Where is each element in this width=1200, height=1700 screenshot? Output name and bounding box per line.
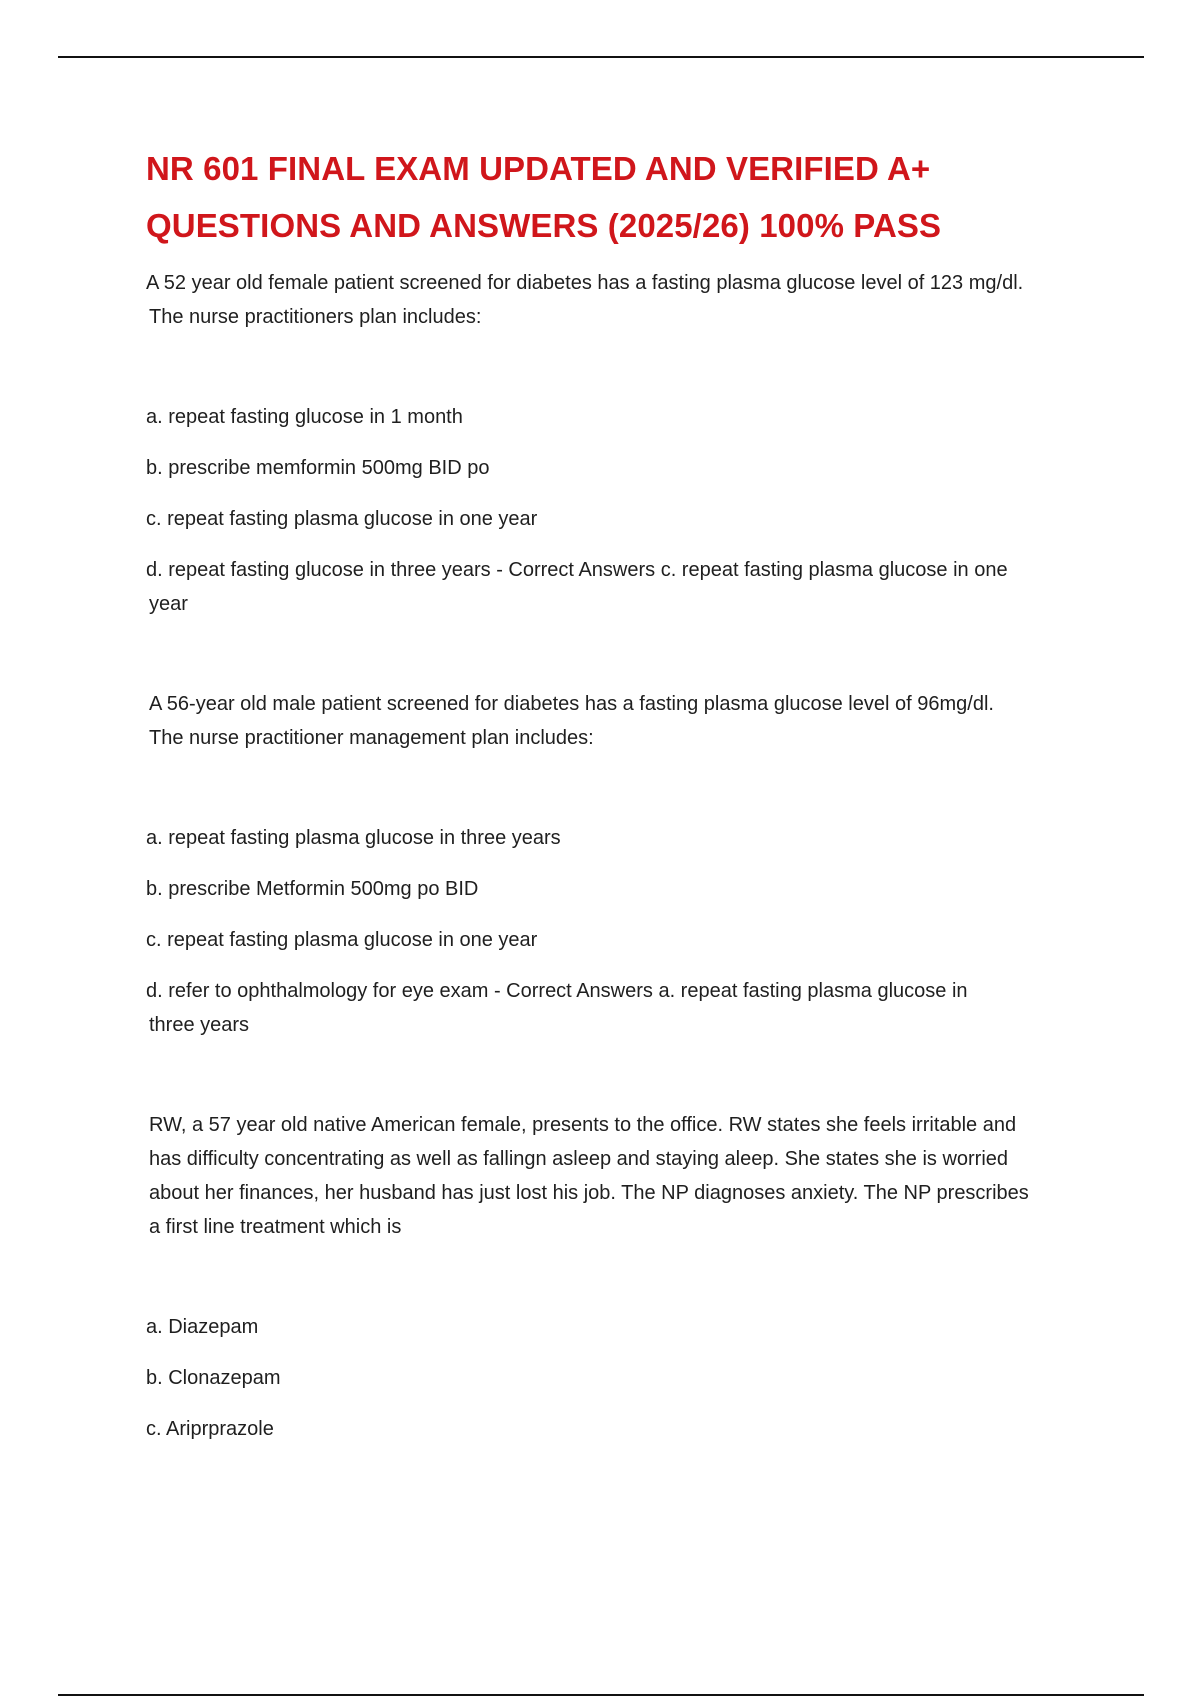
question-1-option-d-answer xyxy=(146,553,1096,621)
question-3-option-a: a. Diazepam xyxy=(146,1316,259,1338)
question-1-option-c: c. repeat fasting plasma glucose in one year xyxy=(146,508,538,530)
question-2-option-d-answer xyxy=(146,974,1096,1042)
question-1 xyxy=(146,266,1096,621)
question-1-option-a: a. repeat fasting glucose in 1 month xyxy=(146,406,463,428)
question-2-answer-line: three years xyxy=(149,1014,250,1036)
question-1-stem xyxy=(146,266,1096,334)
bottom-rule xyxy=(58,1694,1144,1696)
document-title xyxy=(146,140,1096,254)
question-3-stem-line: a first line treatment which is xyxy=(149,1216,402,1238)
question-3-option-b: b. Clonazepam xyxy=(146,1367,281,1389)
question-2-stem-line: A 56-year old male patient screened for diabetes has a fasting plasma glucose level of 96mg/dl. xyxy=(149,693,994,715)
question-1-answer-line: year xyxy=(149,593,188,615)
question-3-stem-line: about her finances, her husband has just lost his job. The NP diagnoses anxiety. The NP prescribes xyxy=(149,1182,1029,1204)
question-3-stem xyxy=(146,1108,1096,1244)
title-line-2: QUESTIONS AND ANSWERS (2025/26) 100% PASS xyxy=(146,207,942,244)
question-1-option-b: b. prescribe memformin 500mg BID po xyxy=(146,457,490,479)
question-2-option-b: b. prescribe Metformin 500mg po BID xyxy=(146,878,479,900)
question-3 xyxy=(146,1108,1096,1446)
question-3-stem-line: has difficulty concentrating as well as fallingn asleep and staying aleep. She states she is worried xyxy=(149,1148,1009,1170)
question-2-stem xyxy=(146,687,1096,755)
question-2 xyxy=(146,687,1096,1042)
question-2-option-a: a. repeat fasting plasma glucose in three years xyxy=(146,827,561,849)
question-2-stem-line: The nurse practitioner management plan includes: xyxy=(149,727,594,749)
question-2-option-c: c. repeat fasting plasma glucose in one year xyxy=(146,929,538,951)
title-line-1: NR 601 FINAL EXAM UPDATED AND VERIFIED A+ xyxy=(146,150,931,187)
question-1-stem-line: A 52 year old female patient screened for diabetes has a fasting plasma glucose level of 123 mg/dl. xyxy=(146,272,1024,294)
question-1-stem-line: The nurse practitioners plan includes: xyxy=(149,306,482,328)
question-2-answer-line: d. refer to ophthalmology for eye exam - Correct Answers a. repeat fasting plasma glucose in xyxy=(146,980,968,1002)
question-3-option-c: c. Ariprprazole xyxy=(146,1418,274,1440)
top-rule xyxy=(58,56,1144,58)
document-page xyxy=(146,140,1096,1446)
question-3-stem-line: RW, a 57 year old native American female, presents to the office. RW states she feels irritable and xyxy=(149,1114,1017,1136)
question-1-answer-line: d. repeat fasting glucose in three years - Correct Answers c. repeat fasting plasma glucose in one xyxy=(146,559,1008,581)
